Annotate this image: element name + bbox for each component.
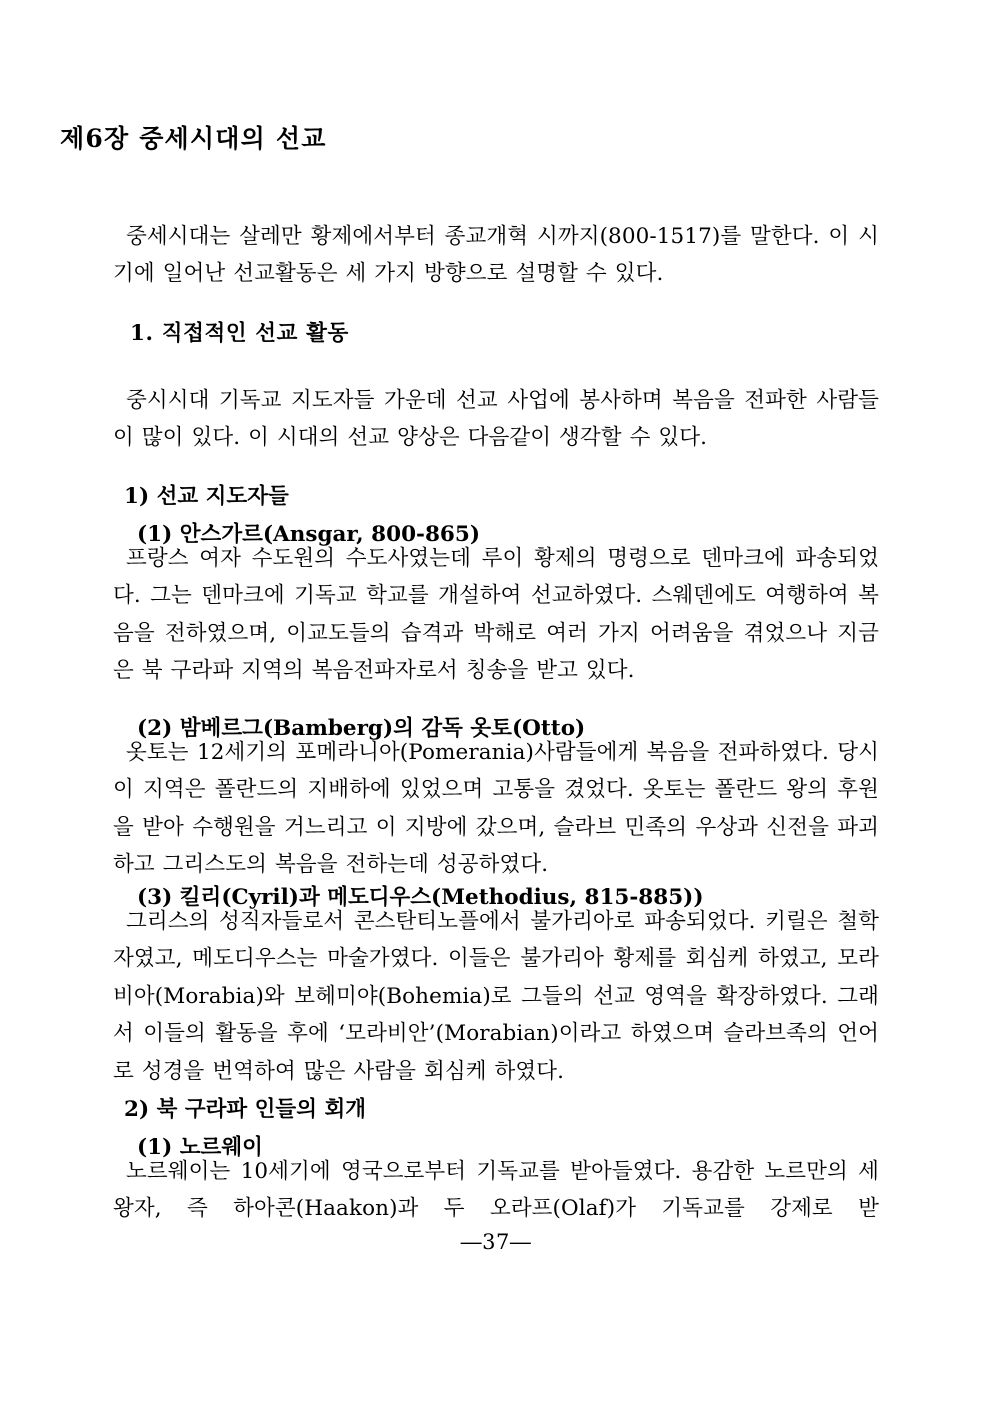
item-1-3-heading: (3) 킬리(Cyril)과 메도디우스(Methodius, 815-885)) — [137, 884, 704, 910]
subsection-1-heading: 1) 선교 지도자들 — [124, 483, 289, 509]
item-1-2-heading: (2) 밤베르그(Bamberg)의 감독 옷토(Otto) — [137, 715, 586, 741]
chapter-title: 제6장 중세시대의 선교 — [60, 124, 327, 153]
item-1-3-body: 그리스의 성직자들로서 콘스탄티노플에서 불가리아로 파송되었다. 키릴은 철학자였고, 메도디우스는 마술가였다. 이들은 불가리아 황제를 회심케 하였고, 모라비아(Morabia)와 보헤미야(Bohemia)로 그들의 선교 영역을 확장하였다. 그래서 이들의 활동을 후에 ‘모라비안’(Morabian)이라고 하였으며 슬라브족의 언어로 성경을 번역하여 많은 사람을 회심케 하였다. — [113, 908, 879, 1084]
subsection-2-heading: 2) 북 구라파 인들의 회개 — [124, 1096, 366, 1122]
item-2-1-heading: (1) 노르웨이 — [137, 1134, 263, 1160]
section-1-heading: 1. 직접적인 선교 활동 — [130, 320, 349, 346]
section-1-paragraph: 중시시대 기독교 지도자들 가운데 선교 사업에 봉사하며 복음을 전파한 사람들이 많이 있다. 이 시대의 선교 양상은 다음같이 생각할 수 있다. — [113, 387, 879, 450]
item-1-1-body: 프랑스 여자 수도원의 수도사였는데 루이 황제의 명령으로 덴마크에 파송되었다. 그는 덴마크에 기독교 학교를 개설하여 선교하였다. 스웨덴에도 여행하여 복음을 전하였으며, 이교도들의 습격과 박해로 여러 가지 어려움을 겪었으나 지금은 북 구라파 지역의 복음전파자로서 칭송을 받고 있다. — [113, 545, 879, 683]
item-1-1-heading: (1) 안스가르(Ansgar, 800-865) — [137, 521, 481, 547]
intro-paragraph: 중세시대는 살레만 황제에서부터 종교개혁 시까지(800-1517)를 말한다. 이 시기에 일어난 선교활동은 세 가지 방향으로 설명할 수 있다. — [113, 223, 879, 286]
item-1-2-body: 옷토는 12세기의 포메라니아(Pomerania)사람들에게 복음을 전파하였다. 당시 이 지역은 폴란드의 지배하에 있었으며 고통을 겼었다. 옷토는 폴란드 왕의 후원을 받아 수행원을 거느리고 이 지방에 갔으며, 슬라브 민족의 우상과 신전을 파괴하고 그리스도의 복음을 전하는데 성공하였다. — [113, 739, 879, 877]
item-2-1-body: 노르웨이는 10세기에 영국으로부터 기독교를 받아들였다. 용감한 노르만의 세 왕자, 즉 하아콘(Haakon)과 두 오라프(Olaf)가 기독교를 강제로 받 — [113, 1158, 879, 1221]
page-number: ―37― — [460, 1230, 532, 1254]
